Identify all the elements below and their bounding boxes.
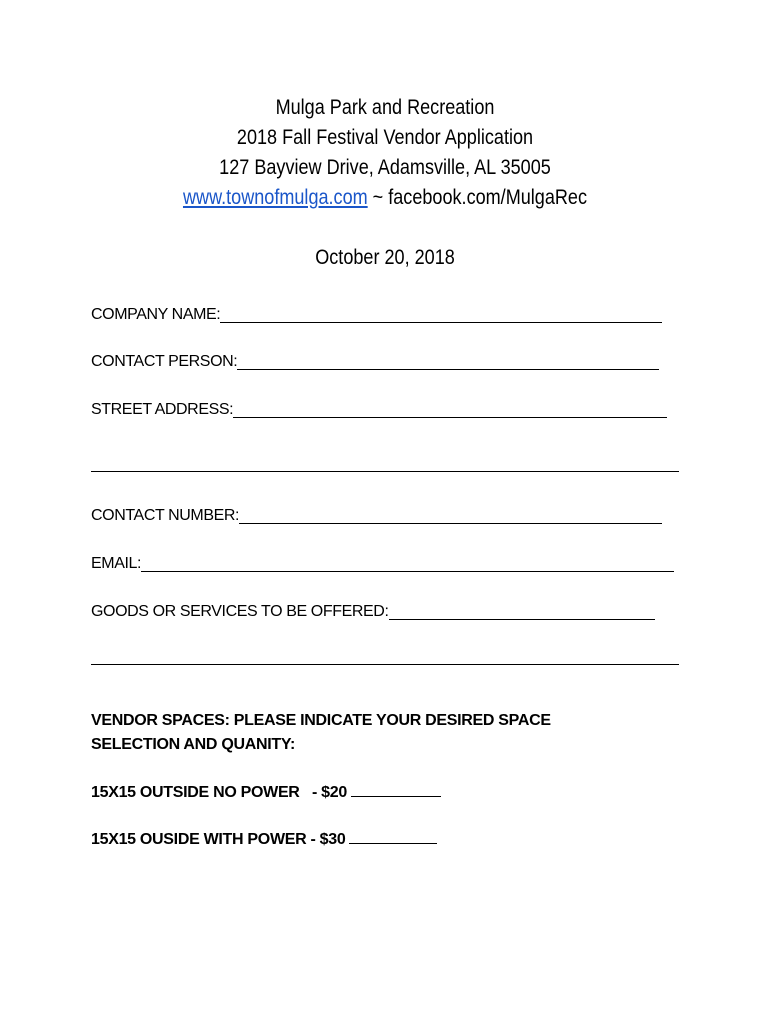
contact-person-field[interactable] [91, 348, 659, 372]
goods-services-label: GOODS OR SERVICES TO BE OFFERED: [91, 603, 389, 620]
email-field[interactable] [91, 550, 674, 574]
contact-number-field[interactable] [91, 502, 662, 526]
company-name-line[interactable] [220, 304, 662, 323]
form-header [54, 93, 716, 213]
street-address-label: STREET ADDRESS: [91, 401, 234, 418]
organization-name: Mulga Park and Recreation [275, 96, 495, 119]
website-link[interactable]: www.townofmulga.com [182, 186, 368, 209]
option-no-power[interactable] [91, 780, 441, 805]
contact-number-line[interactable] [239, 505, 662, 524]
goods-services-line[interactable] [389, 601, 655, 620]
contact-links [54, 183, 716, 213]
goods-services-line-2[interactable] [91, 664, 679, 665]
facebook-text: ~ facebook.com/MulgaRec [367, 186, 588, 209]
company-name-label: COMPANY NAME: [91, 306, 221, 323]
street-address-line[interactable] [233, 399, 667, 418]
organization-address: 127 Bayview Drive, Adamsville, AL 35005 [219, 156, 551, 179]
form-title: 2018 Fall Festival Vendor Application [236, 126, 534, 149]
contact-person-line[interactable] [237, 351, 659, 370]
option-with-power-quantity[interactable] [349, 827, 437, 844]
contact-number-label: CONTACT NUMBER: [91, 507, 240, 524]
goods-services-field[interactable] [91, 598, 655, 622]
vendor-spaces-heading: VENDOR SPACES: PLEASE INDICATE YOUR DESIRED SPACE [91, 712, 551, 729]
company-name-field[interactable] [91, 301, 662, 325]
street-address-field[interactable] [91, 396, 667, 420]
option-no-power-label: 15X15 OUTSIDE NO POWER - $20 [91, 784, 347, 801]
option-with-power[interactable] [91, 827, 437, 852]
vendor-spaces-heading-2: SELECTION AND QUANITY: [91, 736, 296, 753]
option-with-power-label: 15X15 OUSIDE WITH POWER - $30 [91, 831, 346, 848]
option-no-power-quantity[interactable] [351, 780, 441, 797]
street-address-line-2[interactable] [91, 471, 679, 472]
email-label: EMAIL: [91, 555, 142, 572]
contact-person-label: CONTACT PERSON: [91, 353, 238, 370]
email-line[interactable] [141, 553, 674, 572]
event-date: October 20, 2018 [315, 246, 455, 269]
